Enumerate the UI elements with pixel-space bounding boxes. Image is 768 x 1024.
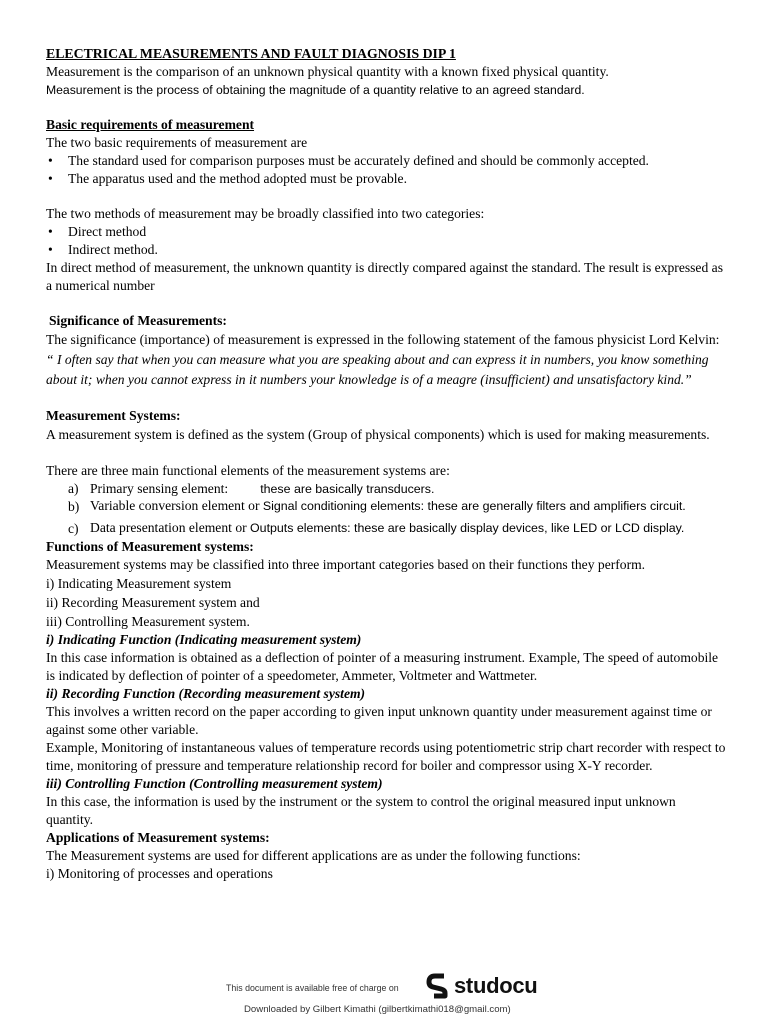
list-item: • Direct method [46, 223, 726, 241]
element-description: Outputs elements: these are basically display devices, like LED or LCD display. [250, 521, 685, 535]
studocu-logo-icon [424, 972, 452, 1000]
function-list-item: ii) Recording Measurement system and [46, 595, 260, 610]
list-item [68, 480, 726, 498]
list-item-text [90, 498, 726, 516]
measurement-systems-definition: A measurement system is defined as the system (Group of physical components) which is used for making measurements. [46, 427, 710, 442]
significance-paragraph [46, 330, 726, 390]
basic-requirements-list [46, 152, 726, 188]
measurement-systems-heading: Measurement Systems: [46, 408, 181, 423]
intro-definition-1: Measurement is the comparison of an unknown physical quantity with a known fixed physical quantity. [46, 64, 609, 79]
controlling-function-text: In this case, the information is used by the instrument or the system to control the original measured input unknown quantity. [46, 794, 676, 827]
recording-function-heading: ii) Recording Function (Recording measurement system) [46, 686, 366, 701]
list-marker: c) [68, 521, 79, 536]
functions-lead: Measurement systems may be classified into three important categories based on their functions they perform. [46, 557, 646, 572]
applications-heading: Applications of Measurement systems: [46, 830, 270, 845]
applications-lead: The Measurement systems are used for different applications are as under the following functions: [46, 848, 581, 863]
significance-heading: Significance of Measurements: [49, 313, 227, 328]
indicating-function-heading: i) Indicating Function (Indicating measurement system) [46, 632, 362, 647]
significance-text: The significance (importance) of measurement is expressed in the following statement of the famous physicist Lord Kelvin: [46, 332, 720, 347]
recording-function-example: Example, Monitoring of instantaneous values of temperature records using potentiometric strip chart recorder with respect to time, monitoring of pressure and temperature relationship record for boiler and compressor using X-Y recorder. [46, 740, 726, 773]
kelvin-quote: “ I often say that when you can measure what you are speaking about and can express it in numbers, you know something about it; when you cannot express in it numbers your knowledge is of a meagre (insufficient) and unsatisfactory kind.” [46, 352, 709, 387]
element-description: these are basically transducers. [260, 482, 435, 496]
functions-heading: Functions of Measurement systems: [46, 539, 254, 554]
element-name: Primary sensing element: [90, 481, 229, 496]
list-item-text [90, 520, 726, 538]
controlling-function-heading: iii) Controlling Function (Controlling measurement system) [46, 776, 383, 791]
intro-definition-2: Measurement is the process of obtaining the magnitude of a quantity relative to an agreed standard. [46, 83, 585, 97]
list-marker: a) [68, 481, 79, 496]
function-list-item: i) Indicating Measurement system [46, 576, 232, 591]
list-item: • The apparatus used and the method adopted must be provable. [46, 170, 726, 188]
document-page [46, 45, 726, 883]
function-list-item: iii) Controlling Measurement system. [46, 614, 250, 629]
element-description: Signal conditioning elements: these are generally filters and amplifiers circuit. [262, 499, 686, 513]
applications-item-1: i) Monitoring of processes and operations [46, 866, 273, 881]
studocu-logo-text: studocu [454, 973, 538, 998]
list-marker: b) [68, 499, 80, 514]
list-item: • Indirect method. [46, 241, 726, 259]
direct-method-paragraph: In direct method of measurement, the unknown quantity is directly compared against the standard. The result is expressed as a numerical number [46, 260, 723, 293]
list-item: • The standard used for comparison purposes must be accurately defined and should be commonly accepted. [46, 152, 726, 170]
basic-requirements-heading: Basic requirements of measurement [46, 117, 255, 132]
list-item [68, 498, 726, 516]
methods-list [46, 223, 726, 259]
methods-lead: The two methods of measurement may be broadly classified into two categories: [46, 206, 485, 221]
availability-notice: This document is available free of charge on [226, 983, 399, 993]
recording-function-text: This involves a written record on the paper according to given input unknown quantity under measurement against time or against some other variable. [46, 704, 712, 737]
download-attribution: Downloaded by Gilbert Kimathi (gilbertkimathi018@gmail.com) [244, 1004, 511, 1015]
functional-elements-list [46, 480, 726, 538]
list-item [68, 520, 726, 538]
document-title: ELECTRICAL MEASUREMENTS AND FAULT DIAGNOSIS DIP 1 [46, 46, 456, 61]
element-name: Data presentation element or [90, 520, 251, 535]
studocu-logo[interactable] [424, 972, 537, 1000]
functional-elements-lead: There are three main functional elements of the measurement systems are: [46, 463, 450, 478]
list-item-text [90, 480, 726, 498]
element-name: Variable conversion element or [90, 498, 263, 513]
basic-requirements-lead: The two basic requirements of measurement are [46, 135, 308, 150]
indicating-function-text: In this case information is obtained as a deflection of pointer of a measuring instrument. Example, The speed of automobile is indicated by deflection of pointer of a speedometer, Ammeter, Voltmeter and Wattmeter. [46, 650, 719, 683]
studocu-footer [0, 962, 768, 1024]
